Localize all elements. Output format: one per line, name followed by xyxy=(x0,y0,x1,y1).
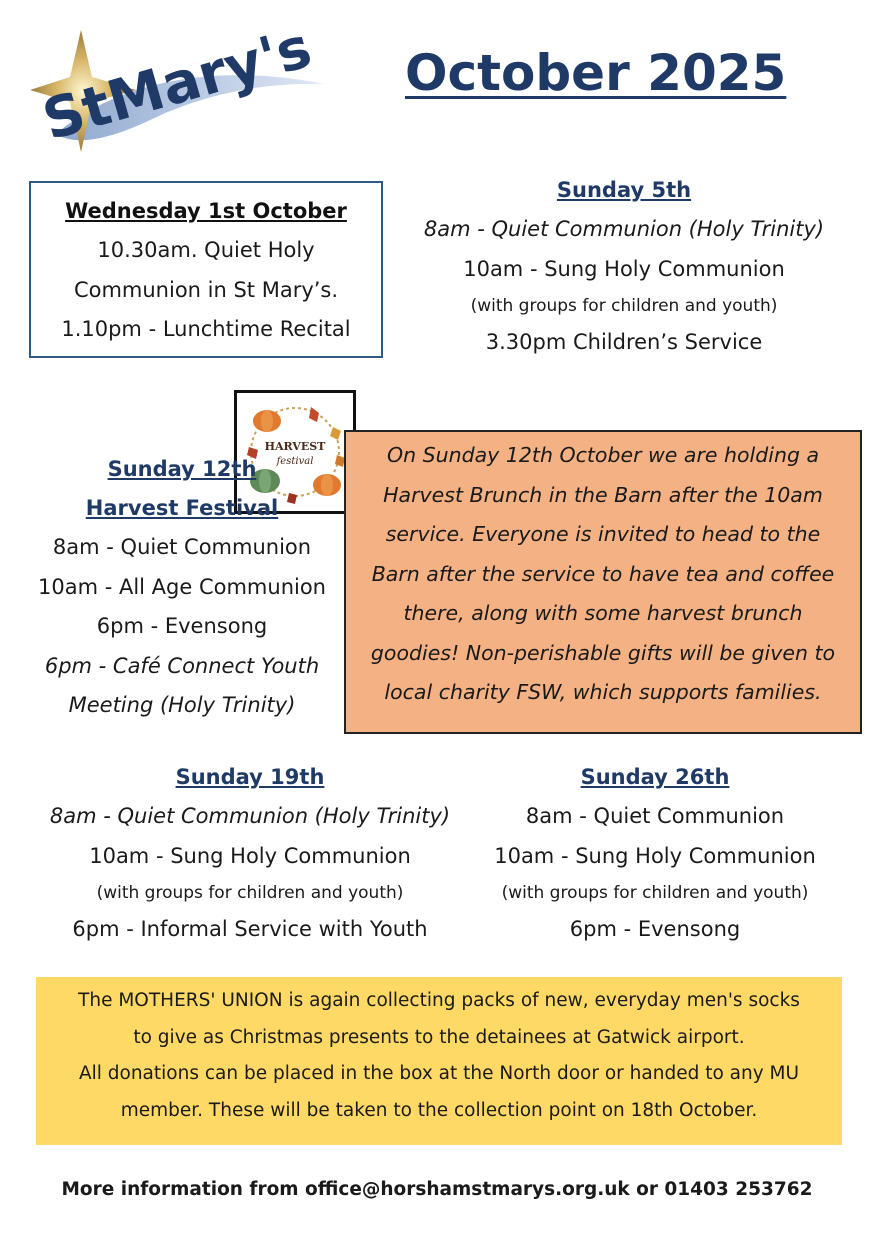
sunday-12-section xyxy=(18,450,346,726)
sunday-5-note: (with groups for children and youth) xyxy=(470,296,778,316)
contact-footer: More information from office@horshamstmarys.org.uk or 01403 253762 xyxy=(61,1179,813,1200)
sunday-19-line: 10am - Sung Holy Communion xyxy=(89,843,411,868)
mothers-union-line: to give as Christmas presents to the detainees at Gatwick airport. xyxy=(133,1026,745,1048)
wednesday-heading: Wednesday 1st October xyxy=(65,199,347,223)
mothers-union-box xyxy=(36,977,842,1145)
sunday-5-line: 3.30pm Children’s Service xyxy=(485,330,763,354)
sunday-26-line: 8am - Quiet Communion xyxy=(525,804,785,828)
sunday-26-note: (with groups for children and youth) xyxy=(501,883,809,903)
harvest-brunch-box xyxy=(344,430,862,734)
page-title: October 2025 xyxy=(405,44,787,102)
sunday-5-line: 8am - Quiet Communion (Holy Trinity) xyxy=(423,217,825,241)
sunday-19-note: (with groups for children and youth) xyxy=(96,883,404,903)
wednesday-box xyxy=(29,181,383,358)
leaf-icon xyxy=(309,407,319,422)
sunday-12-line: 6pm - Evensong xyxy=(96,614,268,638)
sunday-19-line: 6pm - Informal Service with Youth xyxy=(72,917,428,941)
brunch-line: goodies! Non-perishable gifts will be given to xyxy=(370,640,836,665)
wednesday-line: 1.10pm - Lunchtime Recital xyxy=(61,317,351,341)
sunday-26-heading: Sunday 26th xyxy=(580,765,730,789)
sunday-19-section xyxy=(30,758,470,950)
brunch-line: Barn after the service to have tea and coffee xyxy=(371,561,835,586)
st-marys-logo xyxy=(26,22,326,162)
brunch-line: there, along with some harvest brunch xyxy=(403,601,803,625)
wednesday-line: Communion in St Mary’s. xyxy=(73,277,339,302)
sunday-5-heading: Sunday 5th xyxy=(556,178,692,202)
wednesday-line: 10.30am. Quiet Holy xyxy=(97,238,315,262)
mothers-union-line: The MOTHERS' UNION is again collecting packs of new, everyday men's socks xyxy=(78,990,800,1011)
sunday-12-line: 6pm - Café Connect Youth xyxy=(44,653,320,678)
brunch-line: On Sunday 12th October we are holding a xyxy=(386,443,820,467)
sunday-12-line: Meeting (Holy Trinity) xyxy=(68,693,296,717)
pumpkin-icon xyxy=(253,410,281,432)
logo-text: StMary's xyxy=(35,22,319,154)
logo-graphic xyxy=(26,22,326,162)
harvest-festival-heading: Harvest Festival xyxy=(85,496,279,520)
brunch-line: service. Everyone is invited to head to the xyxy=(385,522,821,546)
sunday-26-line: 6pm - Evensong xyxy=(569,917,741,941)
festival-word: festival xyxy=(276,456,314,467)
sunday-19-heading: Sunday 19th xyxy=(175,765,325,789)
sunday-12-heading: Sunday 12th xyxy=(107,457,257,481)
mothers-union-line: member. These will be taken to the collection point on 18th October. xyxy=(120,1099,758,1121)
sunday-5-section xyxy=(390,171,858,363)
sunday-26-section xyxy=(480,758,830,950)
sunday-12-line: 8am - Quiet Communion xyxy=(52,535,312,559)
brunch-line: Harvest Brunch in the Barn after the 10am xyxy=(383,482,823,507)
sunday-19-line: 8am - Quiet Communion (Holy Trinity) xyxy=(49,804,451,828)
mothers-union-line: All donations can be placed in the box at the North door or handed to any MU xyxy=(78,1063,800,1084)
sunday-5-line: 10am - Sung Holy Communion xyxy=(463,256,785,281)
leaf-icon xyxy=(330,427,341,440)
harvest-word: HARVEST xyxy=(264,440,326,453)
sunday-12-line: 10am - All Age Communion xyxy=(37,574,326,599)
brunch-line: local charity FSW, which supports families. xyxy=(384,680,822,704)
sunday-26-line: 10am - Sung Holy Communion xyxy=(494,843,816,868)
